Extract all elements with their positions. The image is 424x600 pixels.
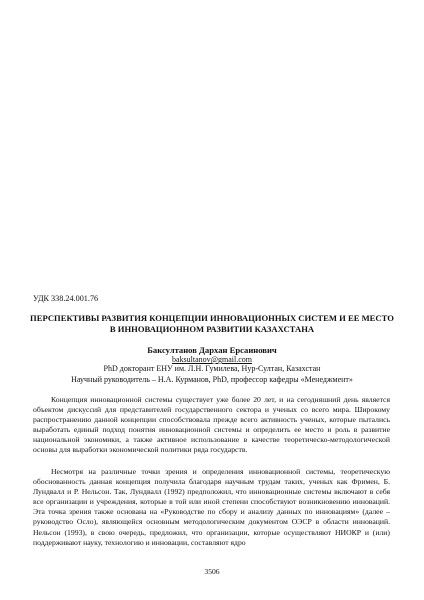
page-number: 3506 (204, 567, 220, 576)
article-title: ПЕРСПЕКТИВЫ РАЗВИТИЯ КОНЦЕПЦИИ ИННОВАЦИОННЫХ СИСТЕМ И ЕЕ МЕСТО В ИННОВАЦИОННОМ РАЗВИТИИ КАЗАХСТАНА (30, 313, 394, 334)
udc-code: УДК 338.24.001.76 (33, 294, 99, 303)
body-paragraph-2: Несмотря на различные точки зрения и определения инновационной системы, теоретическую обоснованность данная концепция получила благодаря научным трудам таких, ученых как Фримен, Б. Лундвалл и Р. Нельсон. Так, Лундвалл (1992) предположил, что инновационные системы включают в себя все организации и учреждения, которые в той или иной степени способствуют возникновению инноваций. Эта точка зрения также основана на «Руководстве по сбору и анализу данных по инновациям» (далее – руководство Осло), являющейся основным методологическим документом ОЭСР в области инноваций. Нельсон (1993), в свою очередь, предложил, что организации, которые осуществляют НИОКР и (или) поддерживают науку, технологию и инновации, составляют ядро (33, 467, 390, 547)
scientific-advisor: Научный руководитель – Н.А. Курманов, PhD, профессор кафедры «Менеджмент» (71, 375, 353, 384)
body-paragraph-1: Концепция инновационной системы существует уже более 20 лет, и на сегодняшний день является объектом дискуссий для представителей государственного сектора и ученых со всего мира. Широкому распространению данной концепции способствовала прежде всего активность ученых, которые пытались выработать единый подход понятия инновационной системы и определить ее место и роль в развитие национальной экономики, а также активное использование в качестве теоретическо-методологической основы для выработки экономической политики ряда государств. (33, 395, 390, 455)
author-affiliation: PhD докторант ЕНУ им. Л.Н. Гумилева, Нур-Султан, Казахстан (103, 364, 321, 373)
author-name: Баксултанов Дархан Ерсаинович (147, 345, 277, 355)
author-email[interactable]: baksultanov@gmail.com (171, 355, 253, 364)
